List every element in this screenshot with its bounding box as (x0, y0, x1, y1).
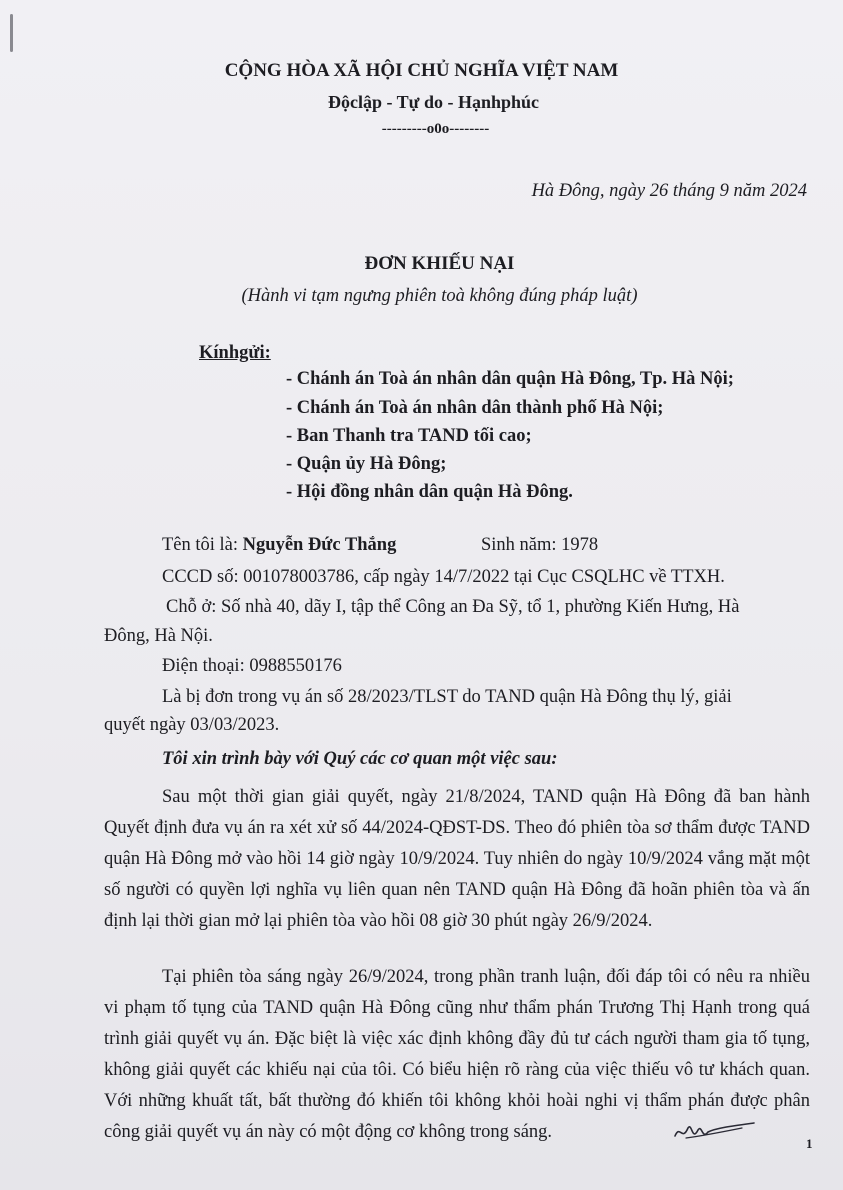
intro-statement: Tôi xin trình bày với Quý các cơ quan một việc sau: (162, 749, 558, 769)
binder-mark (10, 14, 13, 52)
document-title: ĐƠN KHIẾU NẠI (364, 253, 515, 274)
recipient-item: - Quận ủy Hà Đông; (286, 454, 447, 474)
recipients-label: Kínhgửi: (199, 343, 271, 363)
recipient-item: - Chánh án Toà án nhân dân quận Hà Đông, Tp. Hà Nội; (286, 369, 734, 389)
address-line-1: Chỗ ở: Số nhà 40, dãy I, tập thể Công an Đa Sỹ, tổ 1, phường Kiến Hưng, Hà (166, 597, 740, 617)
document-subtitle: (Hành vi tạm ngưng phiên toà không đúng pháp luật) (241, 286, 638, 306)
country-heading: CỘNG HÒA XÃ HỘI CHỦ NGHĨA VIỆT NAM (224, 60, 619, 81)
date-place: Hà Đông, ngày 26 tháng 9 năm 2024 (531, 181, 807, 201)
motto: Độclập - Tự do - Hạnhphúc (327, 92, 540, 112)
address-line-2: Đông, Hà Nội. (104, 626, 213, 646)
paragraph-1: Sau một thời gian giải quyết, ngày 21/8/2024, TAND quận Hà Đông đã ban hành Quyết định đưa vụ án ra xét xử số 44/2024-QĐST-DS. Theo đó phiên tòa sơ thẩm được TAND quận Hà Đông mở vào hồi 14 giờ ngày 10/9/2024. Tuy nhiên do ngày 10/9/2024 vắng mặt một số người có quyền lợi nghĩa vụ liên quan nên TAND quận Hà Đông đã hoãn phiên tòa và ấn định lại thời gian mở lại phiên tòa vào hồi 08 giờ 30 phút ngày 26/9/2024. (104, 787, 810, 931)
signature-scribble (672, 1118, 758, 1148)
case-line-2: quyết ngày 03/03/2023. (104, 715, 280, 735)
applicant-name: Nguyễn Đức Thắng (242, 535, 397, 555)
name-line (162, 535, 396, 556)
separator: ---------o0o-------- (381, 121, 490, 137)
recipient-item: - Chánh án Toà án nhân dân thành phố Hà Nội; (286, 398, 664, 418)
recipient-item: - Ban Thanh tra TAND tối cao; (286, 426, 532, 446)
paragraph-2: Tại phiên tòa sáng ngày 26/9/2024, trong phần tranh luận, đối đáp tôi có nêu ra nhiều vi phạm tố tụng của TAND quận Hà Đông cũng như thẩm phán Trương Thị Hạnh trong quá trình giải quyết vụ án. Đặc biệt là việc xác định không đầy đủ tư cách người tham gia tố tụng, không giải quyết các khiếu nại của tôi. Có biểu hiện rõ ràng của việc thiếu vô tư khách quan. Với những khuất tất, bất thường đó khiến tôi không khỏi hoài nghi vị thẩm phán được phân công giải quyết vụ án này có một động cơ không trong sáng. (104, 967, 810, 1142)
page-number: 1 (806, 1136, 813, 1151)
case-line-1: Là bị đơn trong vụ án số 28/2023/TLST do TAND quận Hà Đông thụ lý, giải (162, 687, 732, 707)
birth-year: Sinh năm: 1978 (481, 535, 599, 555)
name-label: Tên tôi là: (162, 535, 243, 555)
id-card: CCCD số: 001078003786, cấp ngày 14/7/2022 tại Cục CSQLHC về TTXH. (162, 567, 725, 587)
phone: Điện thoại: 0988550176 (162, 656, 342, 676)
recipient-item: - Hội đồng nhân dân quận Hà Đông. (286, 482, 573, 502)
